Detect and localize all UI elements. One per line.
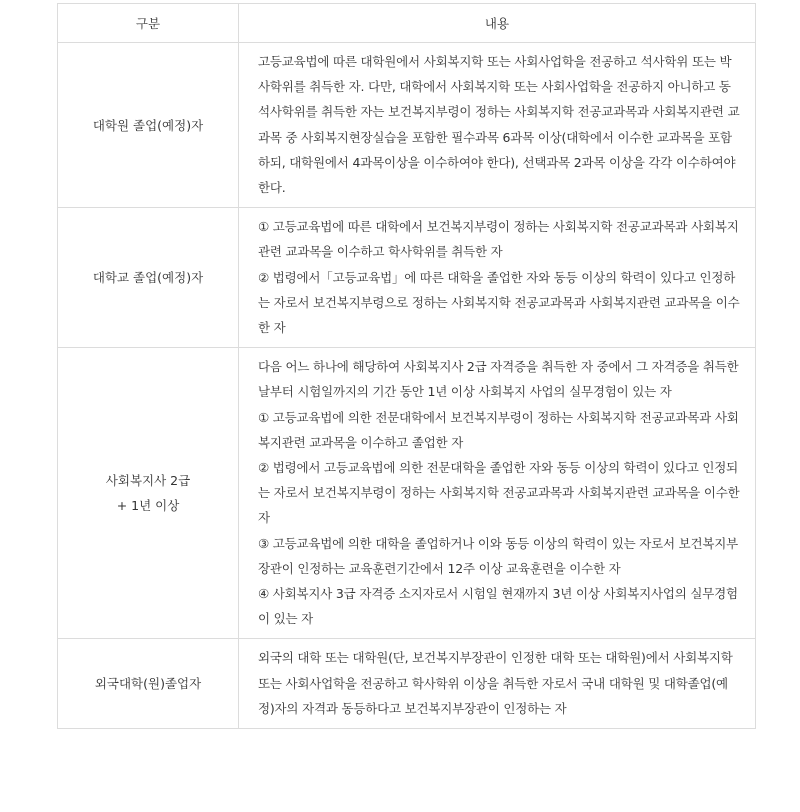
content-paragraph: ④ 사회복지사 3급 자격증 소지자로서 시험일 현재까지 3년 이상 사회복지사업의 실무경험이 있는 자 bbox=[258, 586, 738, 627]
row-category-cell bbox=[58, 639, 239, 729]
table-row bbox=[58, 208, 756, 348]
table-row bbox=[58, 43, 756, 208]
content-paragraph: ① 고등교육법에 따른 대학에서 보건복지부령이 정하는 사회복지학 전공교과목과 사회복지관련 교과목을 이수하고 학사학위를 취득한 자 bbox=[258, 219, 739, 260]
row-category-cell bbox=[58, 208, 239, 348]
content-paragraph: 외국의 대학 또는 대학원(단, 보건복지부장관이 인정한 대학 또는 대학원)에서 사회복지학 또는 사회사업학을 전공하고 학사학위 이상을 취득한 자로서 국내 대학원 및 대학졸업(예정)자의 자격과 동등하다고 보건복지부장관이 인정하는 자 bbox=[258, 650, 733, 716]
row-content-cell bbox=[239, 208, 756, 348]
content-paragraph: ① 고등교육법에 의한 전문대학에서 보건복지부령이 정하는 사회복지학 전공교과목과 사회복지관련 교과목을 이수하고 졸업한 자 bbox=[258, 409, 739, 450]
qualification-table bbox=[57, 3, 756, 729]
content-paragraph: ② 법령에서 고등교육법에 의한 전문대학을 졸업한 자와 동등 이상의 학력이 있다고 인정되는 자로서 보건복지부령이 정하는 사회복지학 전공교과목과 사회복지관련 교과목을 이수한 자 bbox=[258, 460, 740, 526]
row-category-cell bbox=[58, 43, 239, 208]
row-category-label: 대학원 졸업(예정)자 bbox=[92, 117, 204, 133]
content-paragraph: ③ 고등교육법에 의한 대학을 졸업하거나 이와 동등 이상의 학력이 있는 자로서 보건복지부장관이 인정하는 교육훈련기간에서 12주 이상 교육훈련을 이수한 자 bbox=[258, 535, 739, 576]
row-category-label: 사회복지사 2급 bbox=[105, 473, 191, 489]
header-content: 내용 bbox=[239, 4, 756, 43]
row-content-cell bbox=[239, 348, 756, 639]
row-content-cell bbox=[239, 43, 756, 208]
row-category-cell bbox=[58, 348, 239, 639]
content-paragraph: ② 법령에서「고등교육법」에 따른 대학을 졸업한 자와 동등 이상의 학력이 있다고 인정하는 자로서 보건복지부령으로 정하는 사회복지학 전공교과목과 사회복지관련 교과목을 이수한 자 bbox=[258, 269, 740, 336]
table-row bbox=[58, 639, 756, 729]
content-paragraph: 고등교육법에 따른 대학원에서 사회복지학 또는 사회사업학을 전공하고 석사학위 또는 박사학위를 취득한 자. 다만, 대학에서 사회복지학 또는 사회사업학을 전공하지 아니하고 동 석사학위를 취득한 자는 보건복지부령이 정하는 사회복지학 전공교과목과 사회복지관련 교과목 중 사회복지현장실습을 포함한 필수과목 6과목 이상(대학에서 이수한 교과목을 포함하되, 대학원에서 4과목이상을 이수하여야 한다), 선택과목 2과목 이상을 각각 이수하여야 한다. bbox=[258, 54, 740, 196]
table-header-row bbox=[58, 4, 756, 43]
row-content-cell bbox=[239, 639, 756, 729]
row-category-label: 대학교 졸업(예정)자 bbox=[92, 270, 204, 286]
header-category: 구분 bbox=[58, 4, 239, 43]
row-category-label: 외국대학(원)졸업자 bbox=[94, 676, 202, 692]
row-category-label-extra: + 1년 이상 bbox=[116, 498, 180, 514]
table-row bbox=[58, 348, 756, 639]
content-paragraph: 다음 어느 하나에 해당하여 사회복지사 2급 자격증을 취득한 자 중에서 그 자격증을 취득한 날부터 시험일까지의 기간 동안 1년 이상 사회복지 사업의 실무경험이 있는 자 bbox=[258, 359, 739, 400]
